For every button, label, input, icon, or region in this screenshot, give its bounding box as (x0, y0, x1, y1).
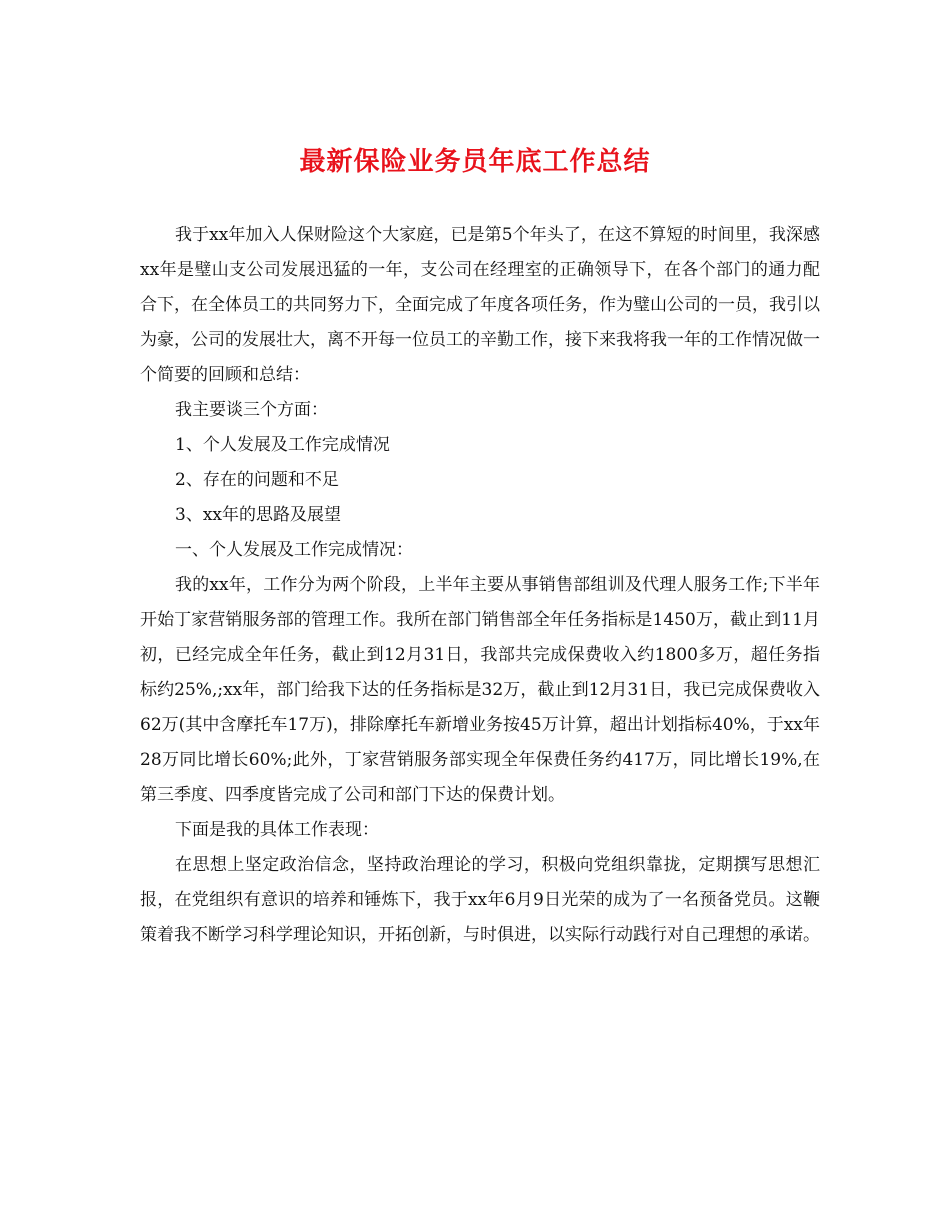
paragraph-political-thought: 在思想上坚定政治信念，坚持政治理论的学习，积极向党组织靠拢，定期撰写思想汇报，在党组织有意识的培养和锤炼下，我于xx年6月9日光荣的成为了一名预备党员。这鞭策着我不断学习科学理论知识，开拓创新，与时俱进，以实际行动践行对自己理想的承诺。 (140, 855, 820, 945)
document-title: 最新保险业务员年底工作总结 (299, 147, 651, 177)
section-heading-1: 一、个人发展及工作完成情况： (175, 540, 413, 560)
document-body (140, 218, 820, 953)
list-item-3: 3、xx年的思路及展望 (175, 505, 341, 525)
paragraph-work-results: 我的xx年，工作分为两个阶段，上半年主要从事销售部组训及代理人服务工作;下半年开始丁家营销服务部的管理工作。我所在部门销售部全年任务指标是1450万，截止到11月初，已经完成全年任务，截止到12月31日，我部共完成保费收入约1800多万，超任务指标约25%,;xx年，部门给我下达的任务指标是32万，截止到12月31日，我已完成保费收入62万(其中含摩托车17万)，排除摩托车新增业务按45万计算，超出计划指标40%，于xx年28万同比增长60%;此外，丁家营销服务部实现全年保费任务约417万，同比增长19%,在第三季度、四季度皆完成了公司和部门下达的保费计划。 (140, 575, 820, 805)
paragraph-performance-intro: 下面是我的具体工作表现： (175, 820, 379, 840)
paragraph-three-aspects: 我主要谈三个方面： (175, 400, 328, 420)
list-item-2: 2、存在的问题和不足 (175, 470, 339, 490)
list-item-1: 1、个人发展及工作完成情况 (175, 435, 390, 455)
paragraph-intro: 我于xx年加入人保财险这个大家庭，已是第5个年头了，在这不算短的时间里，我深感xx年是璧山支公司发展迅猛的一年，支公司在经理室的正确领导下，在各个部门的通力配合下，在全体员工的共同努力下，全面完成了年度各项任务，作为璧山公司的一员，我引以为豪，公司的发展壮大，离不开每一位员工的辛勤工作，接下来我将我一年的工作情况做一个简要的回顾和总结： (140, 225, 820, 385)
